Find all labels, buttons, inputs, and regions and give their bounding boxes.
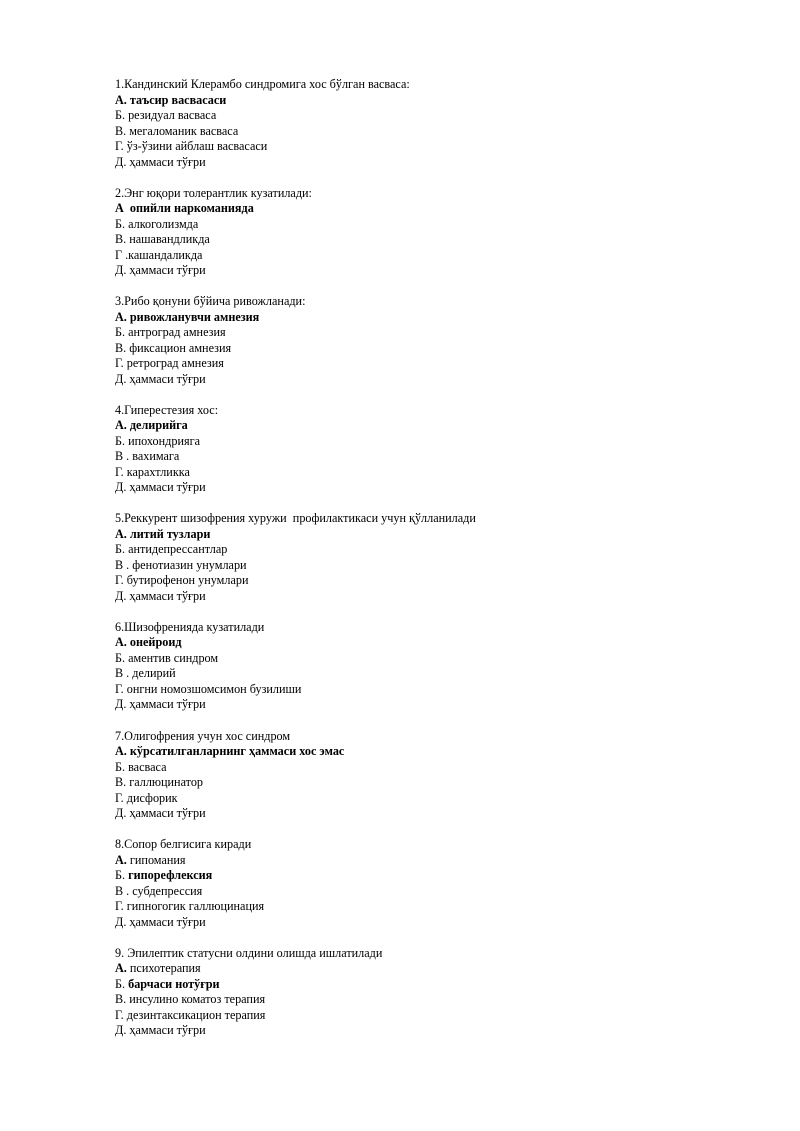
correct-answer (115, 977, 735, 993)
answer-option: Г. бутирофенон унумлари (115, 573, 249, 588)
answer-option: В . вахимага (115, 449, 180, 464)
question-text: 5.Реккурент шизофрения хуружи профилактикаси учун қўлланилади (115, 511, 476, 526)
question-1 (115, 77, 735, 170)
question-4 (115, 403, 735, 496)
answer-option: В. галлюцинатор (115, 775, 204, 790)
answer-option: Г. дезинтаксикацион терапия (115, 1007, 266, 1022)
answer-option: Г. дисфорик (115, 790, 178, 805)
correct-answer (115, 868, 735, 884)
question-text: 2.Энг юқори толерантлик кузатилади: (115, 185, 312, 200)
answer-option: В. нашавандликда (115, 232, 210, 247)
correct-answer: А. кўрсатилганларнинг ҳаммаси хос эмас (115, 744, 345, 759)
question-text: 9. Эпилептик статусни олдини олишда ишлатилади (115, 945, 383, 960)
answer-option (115, 853, 735, 869)
answer-option: В . делирий (115, 666, 176, 681)
answer-text: гипорефлексия (128, 868, 213, 883)
answer-letter: А. (115, 852, 127, 867)
answer-option: Д. ҳаммаси тўғри (115, 480, 206, 495)
answer-option: Д. ҳаммаси тўғри (115, 697, 206, 712)
answer-option: Г. ўз-ўзини айблаш васвасаси (115, 139, 268, 153)
answer-option: Д. ҳаммаси тўғри (115, 1023, 206, 1038)
question-8 (115, 837, 735, 930)
answer-letter: Б. (115, 868, 129, 883)
answer-letter: А. (115, 961, 127, 976)
question-5 (115, 511, 735, 604)
answer-option: В. мегаломаник васваса (115, 123, 239, 138)
question-9 (115, 946, 735, 1039)
answer-option: Д. ҳаммаси тўғри (115, 154, 206, 169)
question-2 (115, 186, 735, 279)
answer-option: Б. ипохондрияга (115, 433, 201, 448)
answer-letter: Б. (115, 976, 129, 991)
correct-answer: А. литий тузлари (115, 526, 211, 541)
answer-option: Д. ҳаммаси тўғри (115, 914, 206, 929)
answer-option: Б. аментив синдром (115, 650, 219, 665)
question-text: 8.Сопор белгисига киради (115, 837, 252, 852)
answer-option: Д. ҳаммаси тўғри (115, 806, 206, 821)
correct-answer: А. таъсир васвасаси (115, 92, 227, 107)
correct-answer: А. делирийга (115, 418, 188, 433)
question-6 (115, 620, 735, 713)
question-3 (115, 294, 735, 387)
question-text: 3.Рибо қонуни бўйича ривожланади: (115, 294, 306, 309)
answer-option: Г. онгни номозшомсимон бузилиши (115, 681, 302, 696)
answer-option: В. инсулино коматоз терапия (115, 992, 266, 1007)
correct-answer: А. ривожланувчи амнезия (115, 309, 260, 324)
answer-option: Г. ретроград амнезия (115, 356, 224, 371)
correct-answer: А. онейроид (115, 635, 182, 650)
answer-option: Д. ҳаммаси тўғри (115, 263, 206, 278)
answer-text: барчаси нотўғри (128, 976, 220, 991)
answer-option: В . субдепрессия (115, 883, 203, 898)
answer-option: В . фенотиазин унумлари (115, 557, 247, 572)
question-text: 7.Олигофрения учун хос синдром (115, 728, 291, 743)
answer-option: Д. ҳаммаси тўғри (115, 371, 206, 386)
answer-option: Г .кашандаликда (115, 247, 203, 262)
answer-option: Б. антидепрессантлар (115, 542, 228, 557)
answer-option: Д. ҳаммаси тўғри (115, 588, 206, 603)
answer-option: Б. резидуал васваса (115, 108, 217, 122)
answer-option: Г. гипногогик галлюцинация (115, 899, 265, 914)
answer-option: Б. антроград амнезия (115, 325, 226, 340)
answer-option: Г. карахтликка (115, 464, 190, 479)
answer-text: гипомания (126, 852, 186, 867)
document-page (115, 77, 735, 1054)
answer-option (115, 961, 735, 977)
question-text: 1.Кандинский Клерамбо синдромига хос бўлган васваса: (115, 77, 410, 91)
answer-option: Б. алкоголизмда (115, 216, 199, 231)
correct-answer: А опийли наркоманияда (115, 201, 254, 216)
question-7 (115, 729, 735, 822)
answer-text: психотерапия (126, 961, 201, 976)
question-text: 4.Гиперестезия хос: (115, 402, 219, 417)
answer-option: Б. васваса (115, 759, 167, 774)
answer-option: В. фиксацион амнезия (115, 340, 232, 355)
question-text: 6.Шизофренияда кузатилади (115, 619, 265, 634)
